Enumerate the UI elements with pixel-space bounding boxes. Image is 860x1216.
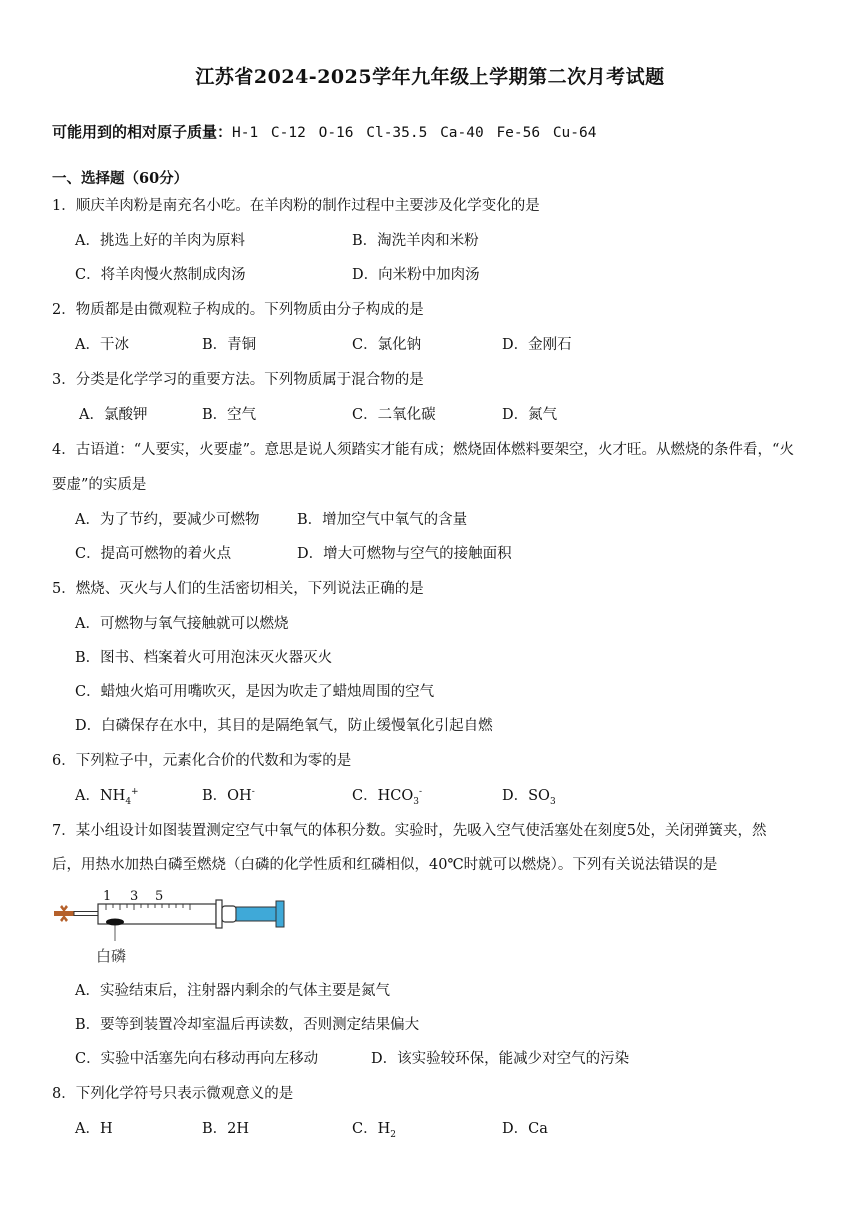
atomic-masses xyxy=(52,122,596,143)
question-6-option-a-superscript: + xyxy=(131,787,139,798)
question-1-option-c: C．将羊肉慢火熬制成肉汤 xyxy=(75,267,246,283)
syringe-plunger xyxy=(222,901,284,927)
question-5-option-d: D．白磷保存在水中，其目的是隔绝氧气，防止缓慢氧化引起自燃 xyxy=(75,718,493,734)
question-5-option-c: C．蜡烛火焰可用嘴吹灭，是因为吹走了蜡烛周围的空气 xyxy=(75,684,435,700)
question-3-option-a: A．氯酸钾 xyxy=(79,407,148,423)
question-6-option-a-subscript: 4 xyxy=(125,796,132,807)
question-7-stem-line-1: 7．某小组设计如图装置测定空气中氧气的体积分数。实验时，先吸入空气使活塞处在刻度5处，关闭弹簧夹，然 xyxy=(52,823,767,839)
question-4-stem-line-1: 4．古语道：“人要实，火要虚”。意思是说人须踏实才能有成；燃烧固体燃料要架空，火才旺。从燃烧的条件看，“火 xyxy=(52,442,794,458)
question-2-stem: 2．物质都是由微观粒子构成的。下列物质由分子构成的是 xyxy=(52,302,424,318)
question-4-option-a: A．为了节约，要减少可燃物 xyxy=(75,512,260,528)
question-6-option-c-subscript: 3 xyxy=(413,796,419,807)
syringe-barrel xyxy=(98,900,222,928)
question-2-option-a: A．干冰 xyxy=(75,337,129,353)
question-2-option-d: D．金刚石 xyxy=(502,337,572,353)
spring-clip-icon xyxy=(54,905,98,922)
question-4-option-d: D．增大可燃物与空气的接触面积 xyxy=(297,546,512,562)
question-5-option-a: A．可燃物与氧气接触就可以燃烧 xyxy=(75,616,289,632)
question-7-option-c: C．实验中活塞先向右移动再向左移动 xyxy=(75,1051,319,1067)
section-heading: 一、选择题（60分） xyxy=(52,170,189,187)
question-4-option-b: B．增加空气中氧气的含量 xyxy=(297,512,468,528)
syringe-apparatus-diagram xyxy=(50,886,300,972)
question-6-stem: 6．下列粒子中，元素化合价的代数和为零的是 xyxy=(52,753,352,769)
question-3-option-b: B．空气 xyxy=(202,407,257,423)
question-6-option-d xyxy=(502,786,556,806)
question-3-option-c: C．二氧化碳 xyxy=(352,407,436,423)
question-6-option-c xyxy=(352,786,422,806)
question-6-option-d-text: D．SO xyxy=(502,788,550,804)
question-1-option-d: D．向米粉中加肉汤 xyxy=(352,267,480,283)
diagram-tick-3: 3 xyxy=(130,889,139,904)
question-3-option-d: D．氮气 xyxy=(502,407,558,423)
question-4-stem-line-2: 要虚”的实质是 xyxy=(52,477,147,493)
question-5-stem: 5．燃烧、灭火与人们的生活密切相关，下列说法正确的是 xyxy=(52,581,424,597)
question-1-option-a: A．挑选上好的羊肉为原料 xyxy=(75,233,245,249)
question-6-option-c-superscript: - xyxy=(418,787,423,798)
diagram-tick-1: 1 xyxy=(103,889,112,904)
question-1-stem: 1．顺庆羊肉粉是南充名小吃。在羊肉粉的制作过程中主要涉及化学变化的是 xyxy=(52,198,540,214)
question-6-option-b-text: B．OH xyxy=(202,788,252,804)
question-2-option-c: C．氯化钠 xyxy=(352,337,422,353)
question-1-option-b: B．淘洗羊肉和米粉 xyxy=(352,233,479,249)
question-6-option-a-text: A．NH xyxy=(75,788,126,804)
question-7-option-d: D．该实验较环保，能减少对空气的污染 xyxy=(371,1051,630,1067)
question-2-option-b: B．青铜 xyxy=(202,337,257,353)
question-6-option-b-superscript: - xyxy=(251,787,255,798)
question-8-option-c-subscript: 2 xyxy=(390,1129,396,1140)
question-4-option-c: C．提高可燃物的着火点 xyxy=(75,546,232,562)
question-6-option-a xyxy=(75,786,139,806)
question-3-stem: 3．分类是化学学习的重要方法。下列物质属于混合物的是 xyxy=(52,372,424,388)
question-7-stem-line-2: 后，用热水加热白磷至燃烧（白磷的化学性质和红磷相似，40℃时就可以燃烧）。下列有关说法错误的是 xyxy=(52,857,718,873)
white-phosphorus-blob xyxy=(106,919,124,926)
question-8-stem: 8．下列化学符号只表示微观意义的是 xyxy=(52,1086,294,1102)
question-6-option-b xyxy=(202,786,255,806)
diagram-tick-5: 5 xyxy=(155,889,164,904)
question-8-option-b: B．2H xyxy=(202,1121,250,1137)
atomic-masses-label: 可能用到的相对原子质量： xyxy=(52,123,233,141)
diagram-label-white-phosphorus: 白磷 xyxy=(96,947,127,965)
question-8-option-c xyxy=(352,1119,396,1139)
question-6-option-c-text: C．HCO xyxy=(352,788,414,804)
question-8-option-c-text: C．H xyxy=(352,1121,391,1137)
question-7-option-a: A．实验结束后，注射器内剩余的气体主要是氮气 xyxy=(75,983,390,999)
question-7-option-b: B．要等到装置冷却室温后再读数，否则测定结果偏大 xyxy=(75,1017,420,1033)
exam-title: 江苏省2024-2025学年九年级上学期第二次月考试题 xyxy=(195,66,665,88)
question-8-option-a: A．H xyxy=(75,1121,113,1137)
question-5-option-b: B．图书、档案着火可用泡沫灭火器灭火 xyxy=(75,650,333,666)
question-8-option-d: D．Ca xyxy=(502,1121,548,1137)
question-6-option-d-subscript: 3 xyxy=(549,796,556,807)
atomic-masses-values: H-1 C-12 O-16 Cl-35.5 Ca-40 Fe-56 Cu-64 xyxy=(232,125,597,141)
